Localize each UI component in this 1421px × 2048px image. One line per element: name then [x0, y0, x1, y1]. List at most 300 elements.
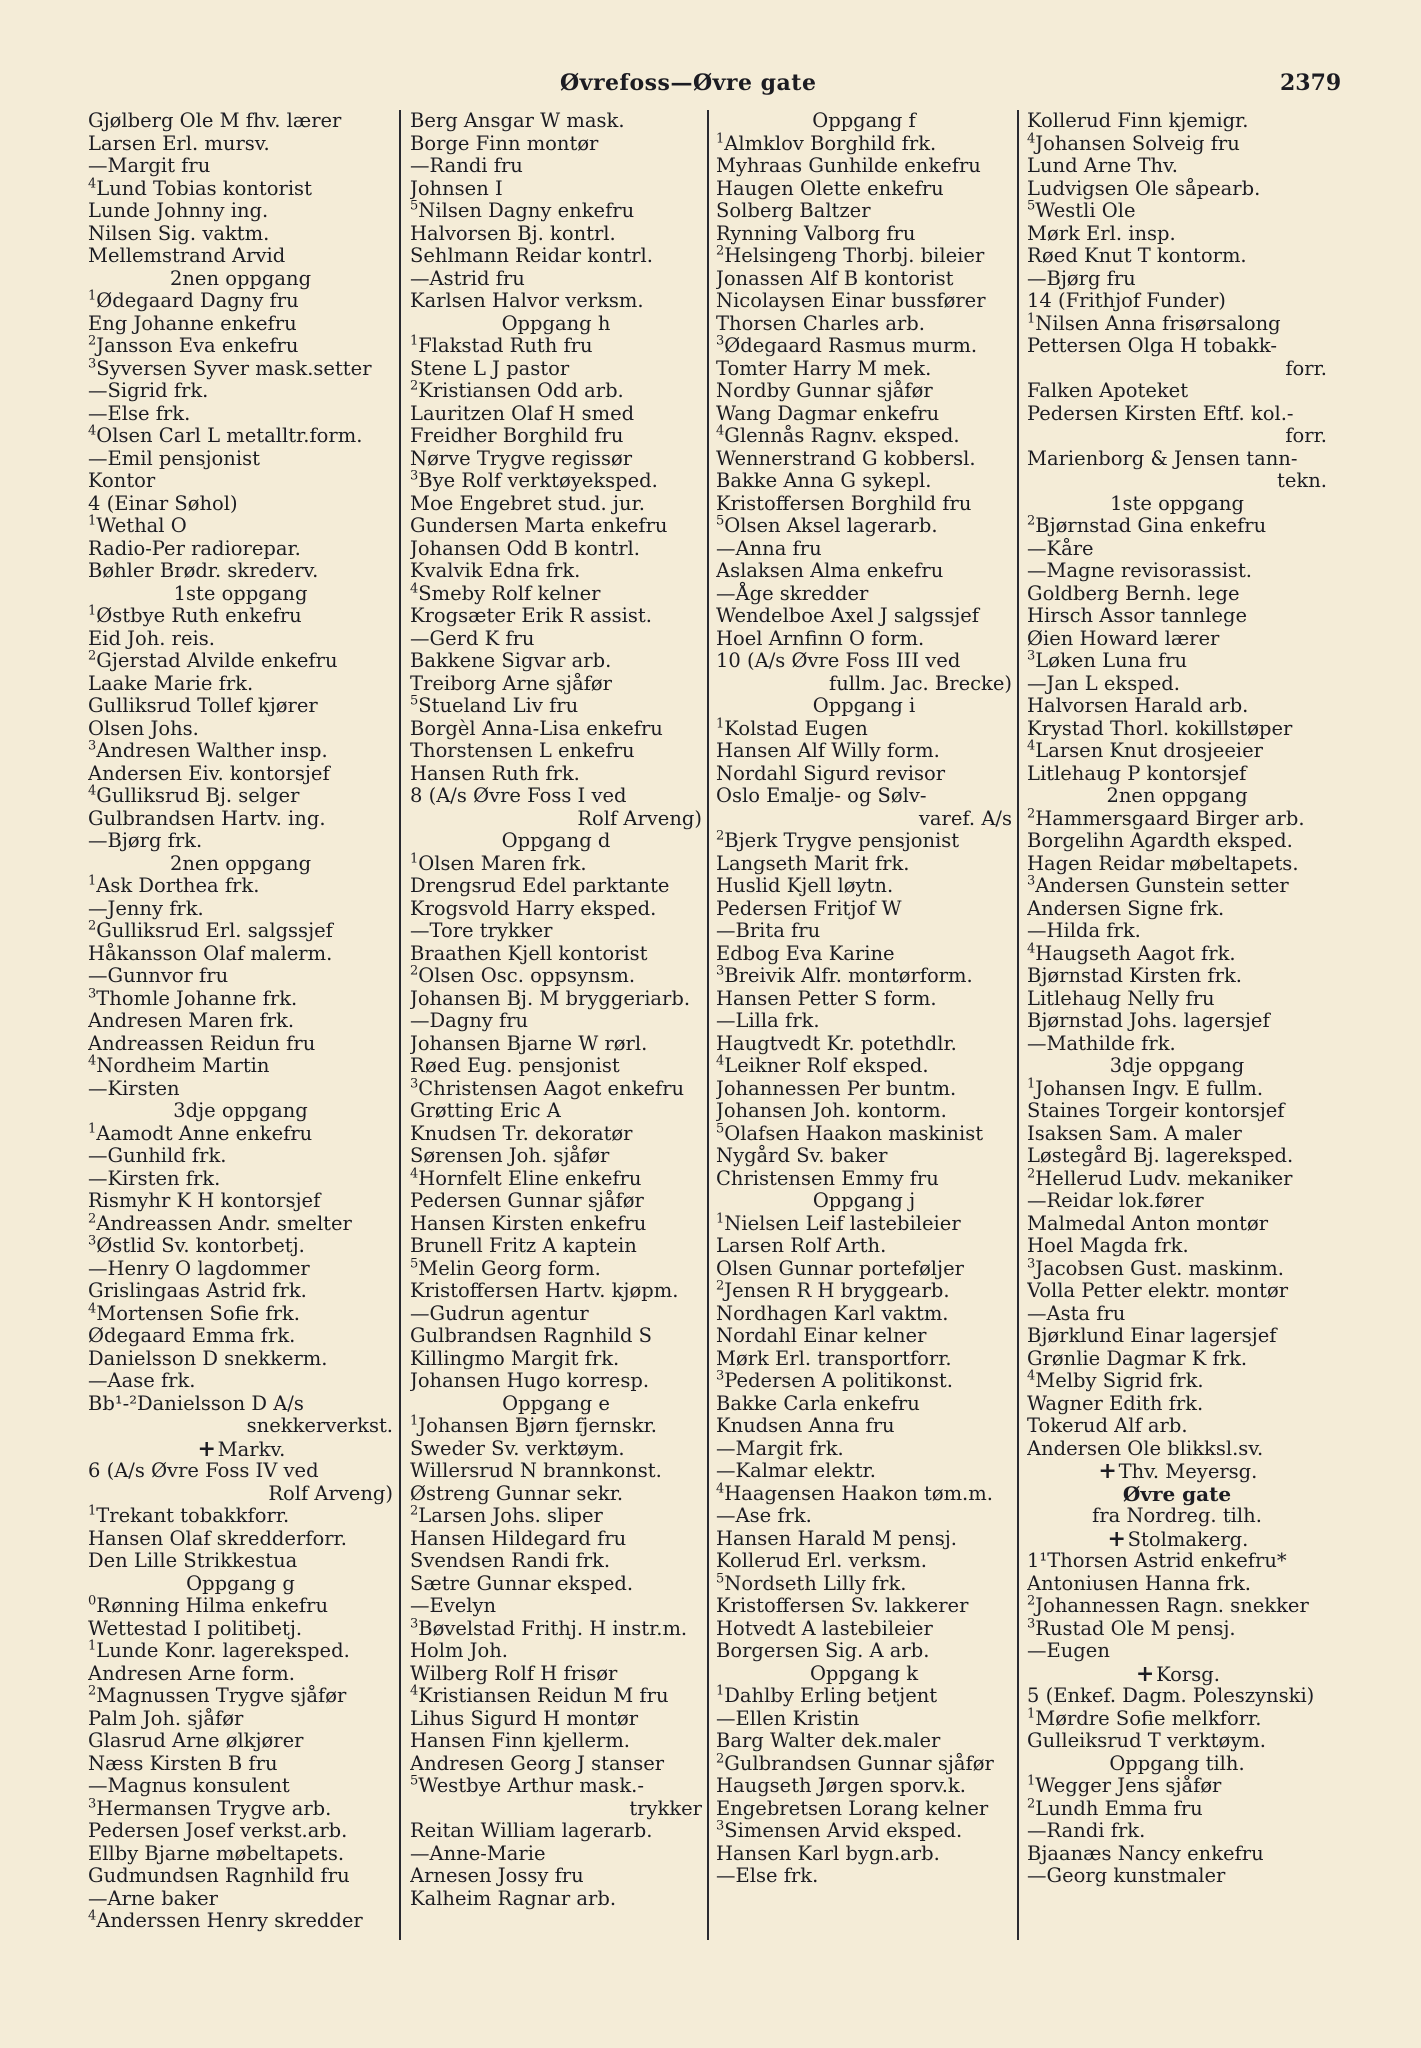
entry-text: Kalheim Ragnar arb. — [410, 1886, 617, 1910]
directory-entry — [716, 1055, 1012, 1078]
directory-entry — [1027, 1843, 1327, 1866]
directory-entry — [88, 1213, 393, 1236]
entry-text: —Sigrid frk. — [88, 379, 209, 402]
entry-text: Oslo Emalje- og Sølv- — [716, 784, 927, 807]
directory-entry — [410, 1280, 702, 1303]
directory-entry — [88, 1640, 393, 1663]
entry-text: Bakkene Sigvar arb. — [410, 649, 612, 672]
entry-text: Borgèl Anna-Lisa enkefru — [410, 716, 663, 740]
directory-entry — [410, 763, 702, 786]
entry-text: Moe Engebret stud. jur. — [410, 491, 645, 515]
entry-text: Ødegaard Emma frk. — [88, 1324, 296, 1347]
entry-text: Hagen Reidar møbeltapets. — [1027, 851, 1299, 875]
entry-text: Simensen Arvid eksped. — [724, 1819, 963, 1842]
entry-text: Antoniusen Hanna frk. — [1027, 1571, 1252, 1595]
directory-entry — [716, 1438, 1012, 1461]
entry-text: Anderssen Henry skredder — [96, 1909, 363, 1932]
directory-entry — [410, 583, 702, 606]
directory-entry — [88, 898, 393, 921]
entry-text: Oppgang g — [186, 1571, 295, 1595]
directory-entry — [410, 1618, 702, 1641]
floor-marker: 3 — [1027, 1616, 1036, 1631]
entry-text: Kristiansen Reidun M fru — [418, 1684, 669, 1707]
directory-entry — [1027, 1865, 1327, 1888]
floor-marker: 2 — [716, 1278, 725, 1294]
directory-entry — [410, 470, 702, 493]
directory-entry — [1027, 1573, 1327, 1596]
entry-text: —Georg kunstmaler — [1027, 1864, 1226, 1887]
entry-text: Mørk Erl. insp. — [1027, 221, 1176, 245]
directory-entry — [88, 560, 393, 583]
entry-text: Melby Sigrid frk. — [1035, 1369, 1204, 1392]
entry-text: —Magne revisorassist. — [1027, 559, 1252, 582]
floor-marker: 1 — [88, 288, 97, 304]
directory-entry — [88, 1370, 393, 1393]
floor-marker: 2 — [88, 648, 97, 664]
column-4 — [1027, 110, 1327, 1940]
directory-entry — [1027, 1550, 1327, 1573]
entry-text: Oppgang f — [812, 110, 916, 132]
entry-text: Mørk Erl. transportforr. — [716, 1346, 952, 1370]
entry-text: Litlehaug Nelly fru — [1027, 986, 1215, 1010]
directory-entry — [88, 1280, 393, 1303]
floor-marker: 4 — [716, 423, 725, 439]
entry-text: Bøhler Brødr. skrederv. — [88, 559, 319, 582]
floor-marker: 0 — [88, 1593, 97, 1609]
directory-entry — [716, 1213, 1012, 1236]
entry-text: Syversen Syver mask.setter — [96, 356, 372, 380]
entry-text: Johansen Ingv. E fullm. — [1035, 1076, 1264, 1100]
directory-entry — [716, 1303, 1012, 1326]
entry-text: Hansen Finn kjellerm. — [410, 1729, 631, 1752]
directory-entry — [410, 1820, 702, 1843]
directory-entry — [716, 493, 1012, 516]
entry-text: Thomle Johanne frk. — [96, 986, 298, 1010]
directory-entry — [88, 380, 393, 403]
entry-text: Johansen Odd B kontrl. — [410, 536, 640, 560]
directory-entry — [716, 673, 1012, 696]
floor-marker: 1 — [716, 1211, 725, 1226]
entry-text: Pedersen Kirsten Eftf. kol.- — [1027, 401, 1294, 425]
floor-marker: 4 — [716, 1053, 725, 1069]
floor-marker: 5 — [410, 693, 419, 709]
entry-text: Olafsen Haakon maskinist — [724, 1121, 984, 1145]
directory-entry — [1027, 1213, 1327, 1236]
entry-text: Olsen Osc. oppsynsm. — [418, 964, 636, 987]
entry-text: Isaksen Sam. A maler — [1027, 1121, 1242, 1145]
entry-text: Bjørklund Einar lagersjef — [1027, 1324, 1277, 1347]
floor-marker: 3 — [88, 986, 97, 1001]
directory-entry — [88, 155, 393, 178]
directory-entry — [1027, 1100, 1327, 1123]
entry-text: Andresen Arne form. — [88, 1661, 295, 1685]
directory-entry — [88, 605, 393, 628]
floor-marker: 3 — [410, 1616, 419, 1631]
entry-text: —Astrid fru — [410, 266, 525, 290]
entry-text: Kollerud Erl. verksm. — [716, 1549, 927, 1572]
directory-entry — [716, 898, 1012, 921]
page-title: Øvrefoss—Øvre gate — [560, 70, 817, 96]
directory-entry — [716, 1573, 1012, 1596]
entry-text: Nordahl Einar kelner — [716, 1324, 927, 1347]
floor-marker: 2 — [410, 378, 419, 394]
entry-text: —Anne-Marie — [410, 1841, 546, 1865]
directory-entry — [410, 1145, 702, 1168]
directory-entry — [410, 1573, 702, 1596]
directory-entry — [88, 1663, 393, 1686]
entry-text: Nordseth Lilly frk. — [724, 1571, 907, 1595]
directory-entry — [410, 313, 702, 336]
entry-text: Andreassen Reidun fru — [88, 1031, 316, 1055]
directory-entry — [88, 1730, 393, 1753]
directory-entry — [1027, 1303, 1327, 1326]
entry-text: Stueland Liv fru — [418, 694, 579, 717]
entry-text: Lunde Johnny ing. — [88, 199, 269, 222]
directory-entry — [716, 920, 1012, 943]
entry-text: Olsen Maren frk. — [418, 851, 587, 875]
directory-entry — [88, 1145, 393, 1168]
directory-entry — [88, 1550, 393, 1573]
directory-entry — [88, 1798, 393, 1821]
entry-text: Halvorsen Bj. kontrl. — [410, 221, 616, 245]
directory-entry — [1027, 1685, 1327, 1708]
floor-marker: 2 — [1027, 806, 1036, 821]
directory-entry — [716, 1708, 1012, 1731]
directory-entry — [410, 965, 702, 988]
entry-text: Almklov Borghild frk. — [724, 131, 937, 155]
directory-entry — [716, 515, 1012, 538]
entry-text: Larsen Knut drosjeeier — [1035, 739, 1263, 762]
directory-entry — [1027, 1235, 1327, 1258]
entry-text: Wegger Jens sjåfør — [1035, 1774, 1222, 1797]
directory-entry — [716, 1865, 1012, 1888]
column-rule — [1017, 110, 1019, 1940]
floor-marker: 1 — [88, 603, 97, 619]
directory-entry — [410, 785, 702, 808]
floor-marker: 5 — [1027, 198, 1036, 214]
directory-entry — [410, 988, 702, 1011]
entry-text: Westbye Arthur mask.- — [418, 1774, 644, 1797]
directory-entry — [716, 718, 1012, 741]
floor-marker: 1 — [410, 851, 419, 866]
entry-text: —Henry O lagdommer — [88, 1256, 310, 1280]
directory-entry — [716, 335, 1012, 358]
floor-marker: 2 — [88, 918, 97, 934]
directory-entry — [88, 1393, 393, 1416]
directory-entry — [1027, 1708, 1327, 1731]
entry-text: Røed Knut T kontorm. — [1027, 244, 1247, 267]
directory-entry — [716, 1190, 1012, 1213]
directory-entry — [1027, 1123, 1327, 1146]
entry-text: Bjaanæs Nancy enkefru — [1027, 1841, 1264, 1865]
entry-text: Andersen Signe frk. — [1027, 896, 1225, 920]
entry-text: Tomter Harry M mek. — [716, 356, 932, 380]
entry-text: —Else frk. — [88, 401, 191, 425]
entry-text: Pedersen A politikonst. — [724, 1369, 953, 1392]
entry-text: Hirsch Assor tannlege — [1027, 604, 1247, 627]
entry-text: Lund Tobias kontorist — [96, 176, 312, 200]
floor-marker: 1 — [88, 513, 97, 529]
directory-entry — [410, 380, 702, 403]
directory-entry — [1027, 695, 1327, 718]
directory-entry — [410, 1370, 702, 1393]
entry-text: Barg Walter dek.maler — [716, 1729, 941, 1752]
entry-text: Edbog Eva Karine — [716, 941, 895, 965]
entry-text: Wennerstrand G kobbersl. — [716, 446, 976, 470]
entry-text: Johnsen I — [410, 176, 503, 200]
directory-entry — [1027, 155, 1327, 178]
directory-entry — [716, 1775, 1012, 1798]
entry-text: Laake Marie frk. — [88, 671, 254, 695]
entry-text: Bb¹-²Danielsson D A/s — [88, 1391, 304, 1415]
floor-marker: 2 — [716, 243, 725, 259]
directory-entry — [410, 133, 702, 156]
entry-text: Oppgang h — [501, 311, 611, 335]
entry-text: Jonassen Alf B kontorist — [716, 266, 954, 290]
entry-text: Østreng Gunnar sekr. — [410, 1481, 624, 1505]
directory-entry — [88, 808, 393, 831]
entry-text: Bøvelstad Frithj. H instr.m. — [418, 1616, 688, 1640]
directory-entry — [88, 515, 393, 538]
entry-text: Grislingaas Astrid frk. — [88, 1279, 307, 1302]
entry-text: Hornfelt Eline enkefru — [418, 1166, 642, 1190]
directory-entry — [410, 853, 702, 876]
entry-text: Rolf Arveng) — [577, 806, 702, 830]
directory-entry — [1027, 268, 1327, 291]
entry-text: —Hilda frk. — [1027, 919, 1141, 942]
entry-text: —Gunhild frk. — [88, 1144, 227, 1167]
floor-marker: 4 — [1027, 131, 1036, 146]
directory-entry — [88, 1258, 393, 1281]
directory-entry — [410, 155, 702, 178]
directory-entry — [88, 1595, 393, 1618]
entry-text: Rismyhr K H kontorsjef — [88, 1189, 321, 1212]
entry-text: Willersrud N brannkonst. — [410, 1459, 662, 1482]
entry-text: —Reidar lok.fører — [1027, 1189, 1204, 1212]
floor-marker: 3 — [716, 963, 725, 979]
directory-entry — [716, 1550, 1012, 1573]
directory-entry — [410, 1190, 702, 1213]
entry-text: Den Lille Strikkestua — [88, 1549, 298, 1572]
directory-entry — [410, 493, 702, 516]
entry-text: Nielsen Leif lastebileier — [724, 1211, 961, 1235]
directory-entry — [410, 335, 702, 358]
entry-text: forr. — [1285, 424, 1327, 447]
directory-entry — [1027, 425, 1327, 448]
entry-text: —Ase frk. — [716, 1504, 812, 1527]
directory-entry — [1027, 1325, 1327, 1348]
floor-marker: 4 — [1027, 941, 1036, 956]
entry-text: Dahlby Erling betjent — [724, 1684, 938, 1707]
directory-entry — [716, 1618, 1012, 1641]
directory-entry — [88, 1100, 393, 1123]
directory-entry — [716, 808, 1012, 831]
directory-entry — [716, 1168, 1012, 1191]
directory-entry — [1027, 493, 1327, 516]
entry-text: Nordheim Martin — [96, 1054, 270, 1077]
entry-text: Kristiansen Odd arb. — [418, 379, 624, 402]
entry-text: Hansen Harald M pensj. — [716, 1526, 957, 1550]
floor-marker: 1 — [1027, 311, 1036, 326]
entry-text: Svendsen Randi frk. — [410, 1549, 611, 1572]
directory-entry — [410, 1393, 702, 1416]
entry-text: 5 (Enkef. Dagm. Poleszynski) — [1027, 1684, 1315, 1707]
entry-text: 2nen oppgang — [169, 851, 312, 875]
entry-text: Bakke Carla enkefru — [716, 1391, 920, 1415]
entry-text: Gudmundsen Ragnhild fru — [88, 1864, 350, 1887]
directory-entry — [410, 1730, 702, 1753]
entry-text: Holm Joh. — [410, 1639, 508, 1662]
cross-street-mark: + — [197, 1435, 216, 1462]
directory-entry — [716, 1663, 1012, 1686]
entry-text: —Gunnvor fru — [88, 964, 229, 987]
directory-entry — [1027, 178, 1327, 201]
entry-text: Korsg. — [1156, 1662, 1220, 1686]
directory-entry — [410, 515, 702, 538]
entry-text: Jensen R H bryggearb. — [724, 1279, 950, 1302]
directory-entry — [1027, 673, 1327, 696]
entry-text: 3dje oppgang — [1109, 1054, 1245, 1077]
entry-text: 2nen oppgang — [169, 266, 312, 290]
entry-text: Langseth Marit frk. — [716, 851, 910, 875]
entry-text: —Randi fru — [410, 154, 523, 177]
entry-text: Kristoffersen Sv. lakkerer — [716, 1594, 969, 1617]
directory-entry — [88, 1055, 393, 1078]
floor-marker: 5 — [410, 1773, 419, 1789]
entry-text: Andreassen Andr. smelter — [96, 1211, 352, 1235]
entry-text: Johannessen Per buntm. — [716, 1076, 957, 1100]
entry-text: Borgersen Sig. A arb. — [716, 1639, 930, 1662]
entry-text: Rønning Hilma enkefru — [96, 1594, 329, 1617]
entry-text: Andersen Eiv. kontorsjef — [88, 761, 330, 785]
floor-marker: 4 — [88, 1053, 97, 1069]
directory-entry — [1027, 1078, 1327, 1101]
floor-marker: 5 — [410, 198, 419, 214]
directory-entry — [1027, 1525, 1327, 1552]
floor-marker: 2 — [88, 333, 97, 349]
directory-entry — [410, 1100, 702, 1123]
entry-text: Sehlmann Reidar kontrl. — [410, 244, 653, 267]
directory-entry — [88, 1618, 393, 1641]
entry-text: —Kåre — [1027, 536, 1094, 560]
directory-entry — [1027, 1820, 1327, 1843]
entry-text: Nicolaysen Einar bussfører — [716, 289, 986, 312]
entry-text: Pedersen Josef verkst.arb. — [88, 1819, 348, 1842]
floor-marker: 3 — [1027, 873, 1036, 889]
entry-text: —Magnus konsulent — [88, 1774, 290, 1797]
entry-text: Knudsen Tr. dekoratør — [410, 1121, 633, 1145]
entry-text: Marienborg & Jensen tann- — [1027, 446, 1298, 470]
directory-entry — [410, 875, 702, 898]
entry-text: Knudsen Anna fru — [716, 1414, 895, 1437]
entry-text: Haugen Olette enkefru — [716, 176, 944, 200]
entry-text: Bjerk Trygve pensjonist — [724, 829, 960, 852]
entry-text: —Lilla frk. — [716, 1009, 820, 1032]
directory-entry — [1027, 1393, 1327, 1416]
directory-entry — [716, 223, 1012, 246]
directory-entry — [716, 448, 1012, 471]
entry-text: —Eugen — [1027, 1639, 1110, 1662]
directory-entry — [88, 1483, 393, 1506]
entry-text: Eid Joh. reis. — [88, 626, 215, 650]
directory-entry — [410, 718, 702, 741]
directory-entry — [410, 403, 702, 426]
directory-entry — [410, 245, 702, 268]
entry-text: —Bjørg fru — [1027, 266, 1136, 290]
directory-entry — [88, 628, 393, 651]
directory-entry — [716, 1753, 1012, 1776]
floor-marker: 3 — [716, 1818, 725, 1834]
directory-entry — [88, 1843, 393, 1866]
directory-entry — [88, 245, 393, 268]
directory-entry — [1027, 1145, 1327, 1168]
directory-entry — [88, 290, 393, 313]
entry-text: —Brita fru — [716, 919, 821, 942]
directory-entry — [716, 403, 1012, 426]
entry-text: Ask Dorthea frk. — [96, 874, 260, 897]
directory-entry — [716, 1460, 1012, 1483]
directory-entry — [88, 493, 393, 516]
directory-entry — [88, 335, 393, 358]
entry-text: Flakstad Ruth fru — [418, 334, 593, 357]
entry-text: Oppgang k — [809, 1661, 919, 1685]
floor-marker: 1 — [1027, 1773, 1036, 1789]
directory-entry — [410, 1528, 702, 1551]
directory-entry — [410, 1663, 702, 1686]
entry-text: Haagensen Haakon tøm.m. — [724, 1481, 993, 1505]
entry-text: 1ste oppgang — [173, 581, 308, 605]
directory-entry — [1027, 1775, 1327, 1798]
directory-entry — [1027, 403, 1327, 426]
directory-entry — [716, 785, 1012, 808]
entry-text: Krogsvold Harry eksped. — [410, 896, 657, 920]
directory-entry — [1027, 538, 1327, 561]
directory-entry — [1027, 605, 1327, 628]
entry-text: Løstegård Bj. lagereksped. — [1027, 1144, 1294, 1167]
entry-text: Goldberg Bernh. lege — [1027, 581, 1240, 605]
entry-text: Øien Howard lærer — [1027, 626, 1220, 650]
directory-entry — [410, 1640, 702, 1663]
directory-entry — [410, 560, 702, 583]
directory-entry — [410, 358, 702, 381]
entry-text: trykker — [629, 1796, 702, 1820]
entry-text: Nilsen Dagny enkefru — [418, 199, 635, 222]
directory-entry — [1027, 1370, 1327, 1393]
directory-entry — [716, 740, 1012, 763]
entry-text: Killingmo Margit frk. — [410, 1346, 620, 1370]
directory-entry — [410, 1033, 702, 1056]
directory-entry — [716, 1348, 1012, 1371]
directory-entry — [410, 1595, 702, 1618]
entry-text: —Arne baker — [88, 1886, 218, 1910]
floor-marker: 2 — [1027, 513, 1036, 529]
entry-text: Volla Petter elektr. montør — [1027, 1279, 1289, 1302]
entry-text: Kontor — [88, 469, 156, 492]
directory-entry — [716, 1145, 1012, 1168]
floor-marker: 1 — [88, 873, 97, 889]
entry-text: 1¹Thorsen Astrid enkefru* — [1027, 1549, 1287, 1572]
entry-text: Grønlie Dagmar K frk. — [1027, 1346, 1248, 1370]
entry-text: Malmedal Anton montør — [1027, 1211, 1269, 1235]
entry-text: Haugseth Aagot frk. — [1035, 941, 1236, 965]
directory-entry — [88, 200, 393, 223]
directory-entry — [1027, 808, 1327, 831]
entry-text: Haugseth Jørgen sporv.k. — [716, 1774, 966, 1797]
directory-entry — [716, 1415, 1012, 1438]
directory-entry — [1027, 223, 1327, 246]
directory-entry — [88, 223, 393, 246]
entry-text: Kollerud Finn kjemigr. — [1027, 110, 1249, 132]
